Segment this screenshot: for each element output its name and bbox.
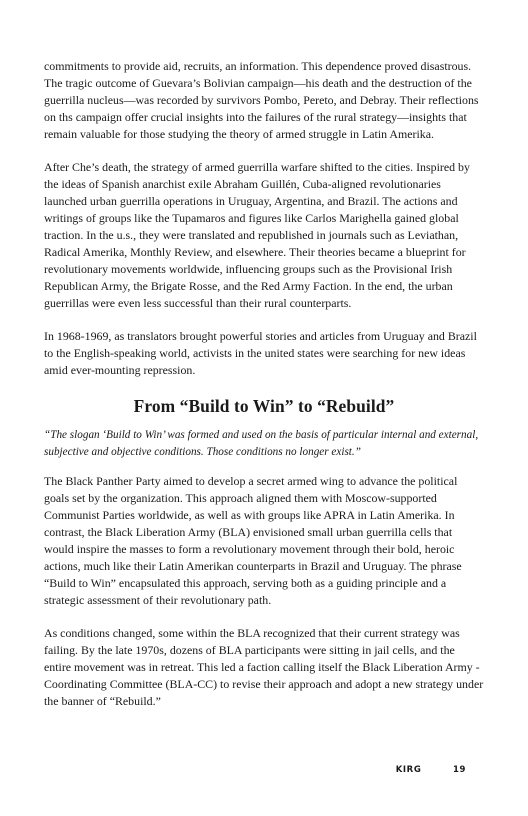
paragraph-gap: [44, 609, 484, 625]
page-body: [44, 58, 484, 710]
body-paragraph-4: The Black Panther Party aimed to develop a secret armed wing to advance the political goals set by the organization. This approach aligned them with Moscow-supported Communist Parties worldwide, as well as with groups like APRA in Latin Amerika. In contrast, the Black Liberation Army (BLA) envisioned small urban guerrilla cells that would inspire the masses to form a revolutionary movement through their bold, heroic actions, much like their Latin Amerikan counterparts in Brazil and Uruguay. The phrase “Build to Win” encapsulated this approach, serving both as a guiding principle and a strategic assessment of their revolutionary path.: [44, 474, 462, 607]
body-paragraph-2: After Che’s death, the strategy of armed guerrilla warfare shifted to the cities. Inspired by the ideas of Spanish anarchist exile Abraham Guillén, Cuba-aligned revolutionaries launched urban guerrilla operations in Uruguay, Argentina, and Brazil. The actions and writings of groups like the Tupamaros and figures like Carlos Marighella gained global traction. In the u.s., they were translated and republished in journals such as Leviathan, Radical Amerika, Monthly Review, and elsewhere. Their theories became a blueprint for revolutionary movements worldwide, influencing groups such as the Provisional Irish Republican Army, the Brigate Rosse, and the Red Army Faction. In the end, the urban guerrillas were even less successful than their rural counterparts.: [44, 160, 470, 310]
paragraph-gap: [44, 312, 484, 328]
body-paragraph-3: In 1968-1969, as translators brought powerful stories and articles from Uruguay and Brazil to the English-speaking world, activists in the united states were searching for new ideas amid ever-mounting repression.: [44, 329, 477, 377]
page-number: 19: [452, 765, 466, 775]
body-paragraph-5: As conditions changed, some within the BLA recognized that their current strategy was failing. By the late 1970s, dozens of BLA participants were sitting in jail cells, and the entire movement was in retreat. This led a faction calling itself the Black Liberation Army - Coordinating Committee (BLA-CC) to revise their approach and adopt a new strategy under the banner of “Rebuild.”: [44, 626, 484, 708]
paragraph-gap: [44, 143, 484, 159]
epigraph-quote: “The slogan ‘Build to Win’ was formed and used on the basis of particular internal and external, subjective and objective conditions. Those conditions no longer exist.”: [44, 429, 479, 458]
section-heading: From “Build to Win” to “Rebuild”: [133, 396, 395, 416]
publisher-mark: KIRG: [395, 765, 422, 775]
body-paragraph-1: commitments to provide aid, recruits, an information. This dependence proved disastrous. The tragic outcome of Guevara’s Bolivian campaign—his death and the destruction of the guerrilla nucleus—was recorded by survivors Pombo, Pereto, and Debray. Their reflections on ths campaign offer crucial insights into the failures of the rural strategy—insights that remain valuable for those studying the theory of armed struggle in Latin Amerika.: [44, 59, 479, 141]
page-footer: [396, 765, 466, 775]
